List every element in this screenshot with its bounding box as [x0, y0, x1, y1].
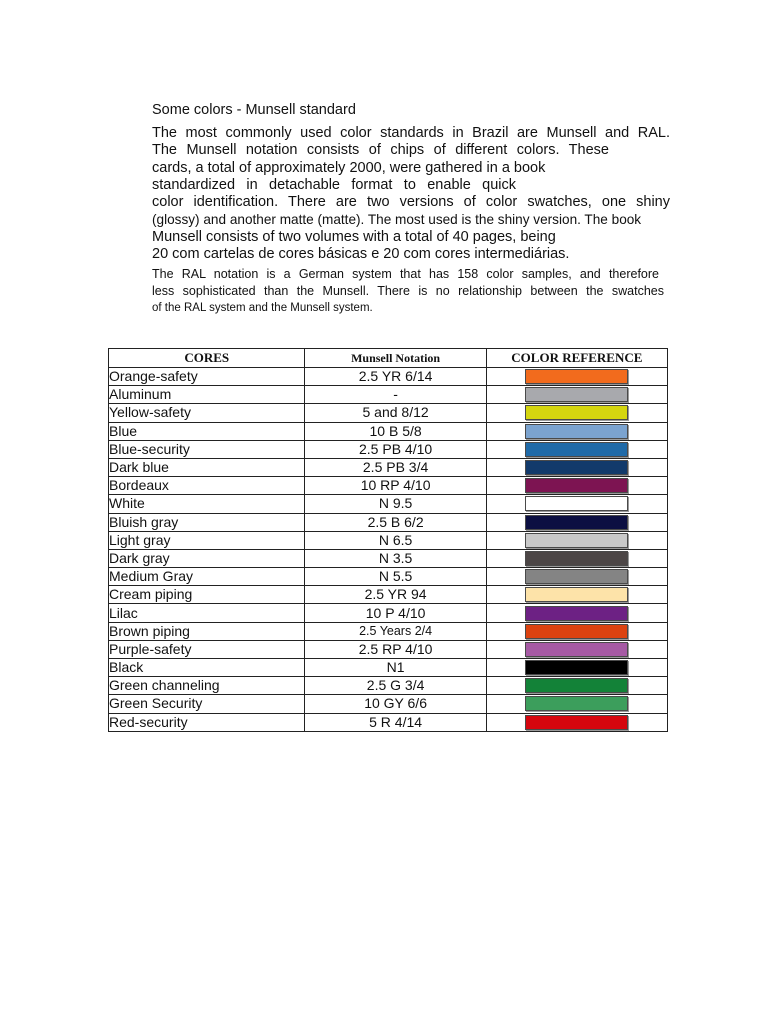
- color-name-cell: Medium Gray: [109, 568, 305, 586]
- munsell-notation-cell: 2.5 PB 4/10: [305, 440, 486, 458]
- color-swatch: [525, 587, 628, 602]
- column-header-cores: CORES: [109, 349, 305, 368]
- munsell-notation-cell: N 3.5: [305, 549, 486, 567]
- table-row: [109, 677, 668, 695]
- color-swatch: [525, 624, 628, 639]
- table-row: [109, 422, 668, 440]
- color-swatch: [525, 678, 628, 693]
- table-row: [109, 404, 668, 422]
- color-reference-cell: [486, 604, 667, 622]
- color-swatch: [525, 387, 628, 402]
- color-reference-cell: [486, 386, 667, 404]
- paragraph-line: The most commonly used color standards in Brazil are Munsell and RAL.: [152, 125, 670, 141]
- color-swatch: [525, 496, 628, 511]
- munsell-notation-cell: 2.5 YR 94: [305, 586, 486, 604]
- document-title: Some colors - Munsell standard: [152, 102, 356, 118]
- color-name-cell: Purple-safety: [109, 640, 305, 658]
- color-name-cell: Brown piping: [109, 622, 305, 640]
- color-reference-cell: [486, 622, 667, 640]
- table-row: [109, 640, 668, 658]
- color-table-body: [109, 368, 668, 732]
- paragraph-munsell: [152, 125, 670, 263]
- munsell-notation-cell: 10 GY 6/6: [305, 695, 486, 713]
- color-swatch: [525, 533, 628, 548]
- color-name-cell: Orange-safety: [109, 368, 305, 386]
- paragraph-line: The Munsell notation consists of chips of different colors. These: [152, 142, 609, 159]
- color-reference-cell: [486, 440, 667, 458]
- table-row: [109, 659, 668, 677]
- color-reference-cell: [486, 495, 667, 513]
- munsell-notation-cell: -: [305, 386, 486, 404]
- paragraph-line: less sophisticated than the Munsell. There is no relationship between the swatches: [152, 284, 664, 298]
- munsell-notation-cell: 2.5 B 6/2: [305, 513, 486, 531]
- munsell-notation-cell: N1: [305, 659, 486, 677]
- table-header-row: [109, 349, 668, 368]
- munsell-notation-cell: N 6.5: [305, 531, 486, 549]
- paragraph-line: Munsell consists of two volumes with a total of 40 pages, being: [152, 228, 556, 245]
- color-reference-cell: [486, 477, 667, 495]
- paragraph-line: cards, a total of approximately 2000, were gathered in a book: [152, 159, 546, 176]
- color-name-cell: Aluminum: [109, 386, 305, 404]
- color-reference-cell: [486, 677, 667, 695]
- color-name-cell: Blue: [109, 422, 305, 440]
- color-reference-cell: [486, 404, 667, 422]
- paragraph-line: The RAL notation is a German system that has 158 color samples, and therefore: [152, 267, 659, 281]
- table-row: [109, 513, 668, 531]
- color-name-cell: Bluish gray: [109, 513, 305, 531]
- paragraph-line: color identification. There are two versions of color swatches, one shiny: [152, 194, 670, 211]
- color-table: [108, 348, 668, 732]
- color-swatch: [525, 515, 628, 530]
- color-name-cell: Dark blue: [109, 458, 305, 476]
- table-row: [109, 604, 668, 622]
- munsell-notation-cell: N 5.5: [305, 568, 486, 586]
- munsell-notation-cell: 2.5 G 3/4: [305, 677, 486, 695]
- color-swatch: [525, 696, 628, 711]
- color-name-cell: Blue-security: [109, 440, 305, 458]
- table-row: [109, 386, 668, 404]
- table-row: [109, 368, 668, 386]
- table-row: [109, 586, 668, 604]
- munsell-notation-cell: 2.5 RP 4/10: [305, 640, 486, 658]
- column-header-munsell-notation: Munsell Notation: [305, 349, 486, 368]
- color-swatch: [525, 369, 628, 384]
- color-name-cell: Yellow-safety: [109, 404, 305, 422]
- color-reference-cell: [486, 713, 667, 731]
- paragraph-ral: [152, 266, 664, 317]
- table-row: [109, 531, 668, 549]
- color-swatch: [525, 478, 628, 493]
- color-name-cell: White: [109, 495, 305, 513]
- color-name-cell: Green channeling: [109, 677, 305, 695]
- color-name-cell: Dark gray: [109, 549, 305, 567]
- color-reference-cell: [486, 640, 667, 658]
- paragraph-line: 20 com cartelas de cores básicas e 20 com cores intermediárias.: [152, 246, 570, 263]
- color-swatch: [525, 442, 628, 457]
- color-swatch: [525, 660, 628, 675]
- color-name-cell: Black: [109, 659, 305, 677]
- color-reference-cell: [486, 586, 667, 604]
- color-name-cell: Lilac: [109, 604, 305, 622]
- munsell-notation-cell: 2.5 YR 6/14: [305, 368, 486, 386]
- table-row: [109, 695, 668, 713]
- color-swatch: [525, 551, 628, 566]
- munsell-notation-cell: 5 and 8/12: [305, 404, 486, 422]
- table-row: [109, 440, 668, 458]
- munsell-notation-cell: 10 P 4/10: [305, 604, 486, 622]
- table-row: [109, 495, 668, 513]
- color-reference-cell: [486, 531, 667, 549]
- color-name-cell: Green Security: [109, 695, 305, 713]
- color-reference-cell: [486, 549, 667, 567]
- color-name-cell: Bordeaux: [109, 477, 305, 495]
- table-row: [109, 549, 668, 567]
- paragraph-line: (glossy) and another matte (matte). The most used is the shiny version. The book: [152, 212, 642, 228]
- color-swatch: [525, 606, 628, 621]
- column-header-color-reference: COLOR REFERENCE: [486, 349, 667, 368]
- table-row: [109, 622, 668, 640]
- color-name-cell: Cream piping: [109, 586, 305, 604]
- color-swatch: [525, 424, 628, 439]
- color-reference-cell: [486, 368, 667, 386]
- munsell-notation-cell: 5 R 4/14: [305, 713, 486, 731]
- color-swatch: [525, 569, 628, 584]
- color-reference-cell: [486, 568, 667, 586]
- color-swatch: [525, 460, 628, 475]
- munsell-notation-cell: 10 RP 4/10: [305, 477, 486, 495]
- color-swatch: [525, 405, 628, 420]
- paragraph-line: standardized in detachable format to enable quick: [152, 176, 516, 193]
- munsell-notation-cell: 2.5 PB 3/4: [305, 458, 486, 476]
- color-reference-cell: [486, 458, 667, 476]
- paragraph-line: of the RAL system and the Munsell system.: [152, 302, 373, 314]
- color-reference-cell: [486, 422, 667, 440]
- table-row: [109, 713, 668, 731]
- color-reference-cell: [486, 659, 667, 677]
- munsell-notation-cell: 10 B 5/8: [305, 422, 486, 440]
- munsell-notation-cell: 2.5 Years 2/4: [305, 622, 486, 640]
- munsell-notation-cell: N 9.5: [305, 495, 486, 513]
- color-reference-cell: [486, 513, 667, 531]
- table-row: [109, 458, 668, 476]
- color-swatch: [525, 642, 628, 657]
- table-row: [109, 477, 668, 495]
- color-name-cell: Red-security: [109, 713, 305, 731]
- color-swatch: [525, 715, 628, 730]
- color-reference-cell: [486, 695, 667, 713]
- color-name-cell: Light gray: [109, 531, 305, 549]
- table-row: [109, 568, 668, 586]
